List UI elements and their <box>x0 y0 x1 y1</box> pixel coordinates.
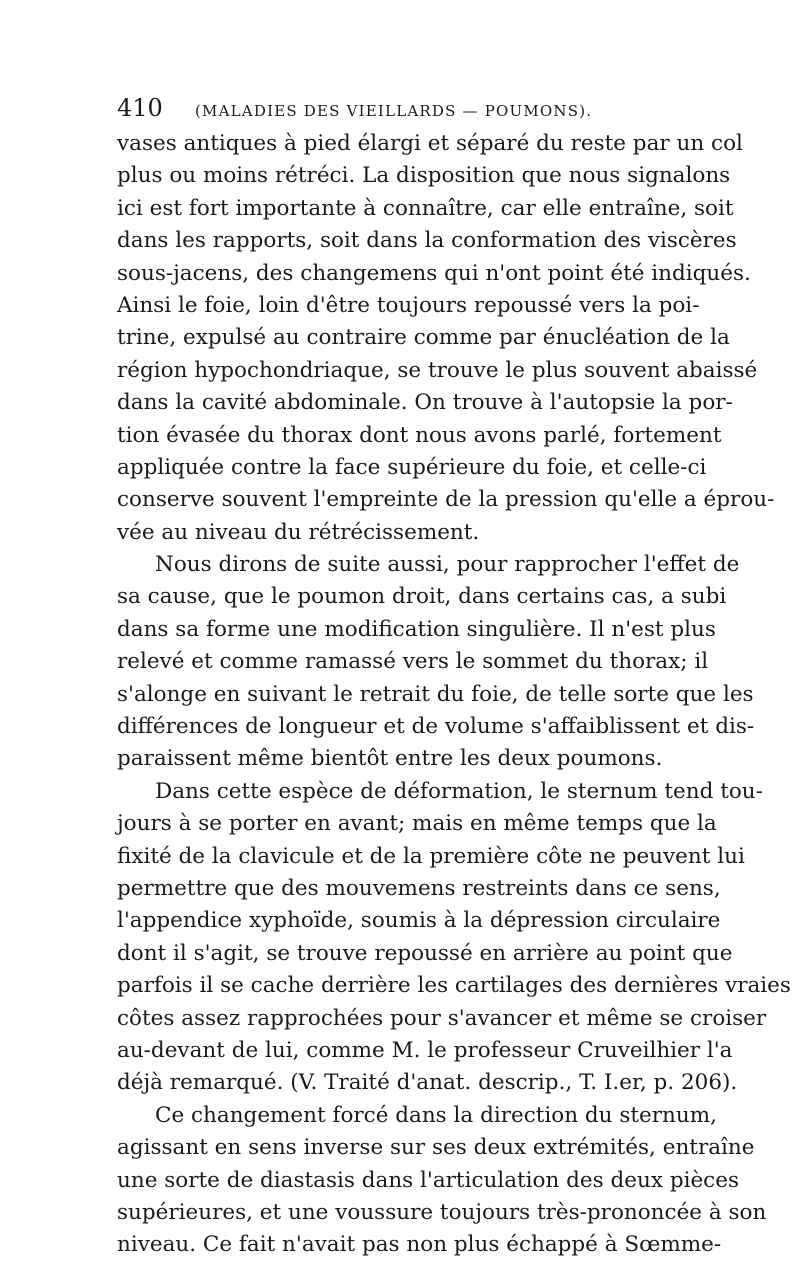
page-number: 410 <box>117 94 163 122</box>
text-line: paraissent même bientôt entre les deux poumons. <box>117 746 663 772</box>
text-line: s'alonge en suivant le retrait du foie, de telle sorte que les <box>117 681 754 707</box>
text-line: parfois il se cache derrière les cartilages des dernières vraies <box>117 973 791 999</box>
text-line: au-devant de lui, comme M. le professeur Cruveilhier l'a <box>117 1037 733 1063</box>
text-line: région hypochondriaque, se trouve le plus souvent abaissé <box>117 357 758 383</box>
text-line: dans la cavité abdominale. On trouve à l'autopsie la por- <box>117 390 733 416</box>
text-line: trine, expulsé au contraire comme par énucléation de la <box>117 325 730 351</box>
text-line: l'appendice xyphoïde, soumis à la dépression circulaire <box>117 908 721 934</box>
text-line: dans les rapports, soit dans la conformation des viscères <box>117 228 737 254</box>
paragraph <box>117 549 755 776</box>
text-line: permettre que des mouvemens restreints dans ce sens, <box>117 875 721 901</box>
text-line: dans sa forme une modification singulière. Il n'est plus <box>117 616 716 642</box>
text-line: conserve souvent l'empreinte de la pression qu'elle a éprou- <box>117 487 775 513</box>
text-line: agissant en sens inverse sur ses deux extrémités, entraîne <box>117 1135 755 1161</box>
page-header <box>117 94 677 126</box>
running-title: (MALADIES DES VIEILLARDS — POUMONS). <box>195 102 593 120</box>
text-line: Nous dirons de suite aussi, pour rapprocher l'effet de <box>155 552 740 578</box>
paragraph <box>117 128 775 549</box>
text-line: une sorte de diastasis dans l'articulation des deux pièces <box>117 1167 739 1193</box>
text-line: jours à se porter en avant; mais en même temps que la <box>117 811 717 837</box>
body-text <box>117 128 791 1262</box>
text-line: Ce changement forcé dans la direction du sternum, <box>155 1102 717 1128</box>
text-line: fixité de la clavicule et de la première côte ne peuvent lui <box>117 843 745 869</box>
text-line: relevé et comme ramassé vers le sommet du thorax; il <box>117 649 709 675</box>
text-line: ici est fort importante à connaître, car elle entraîne, soit <box>117 195 734 221</box>
text-line: Dans cette espèce de déformation, le sternum tend tou- <box>155 778 763 804</box>
text-line: niveau. Ce fait n'avait pas non plus échappé à Sœmme- <box>117 1232 722 1258</box>
text-line: vases antiques à pied élargi et séparé du reste par un col <box>117 131 743 156</box>
text-line: vée au niveau du rétrécissement. <box>117 519 480 545</box>
text-line: tion évasée du thorax dont nous avons parlé, fortement <box>117 422 722 448</box>
text-line: sa cause, que le poumon droit, dans certains cas, a subi <box>117 584 727 610</box>
text-line: sous-jacens, des changemens qui n'ont point été indiqués. <box>117 260 751 286</box>
text-line: différences de longueur et de volume s'affaiblissent et dis- <box>117 714 755 740</box>
text-line: dont il s'agit, se trouve repoussé en arrière au point que <box>117 940 733 966</box>
text-line: appliquée contre la face supérieure du foie, et celle-ci <box>117 454 707 480</box>
text-line: déjà remarqué. (V. Traité d'anat. descrip., T. I.er, p. 206). <box>117 1070 738 1096</box>
text-line: supérieures, et une voussure toujours très-prononcée à son <box>117 1199 767 1225</box>
text-line: Ainsi le foie, loin d'être toujours repoussé vers la poi- <box>117 292 700 318</box>
text-line: plus ou moins rétréci. La disposition que nous signalons <box>117 163 731 189</box>
paragraph <box>117 776 791 1100</box>
text-line: côtes assez rapprochées pour s'avancer et même se croiser <box>117 1005 767 1031</box>
paragraph <box>117 1100 767 1262</box>
